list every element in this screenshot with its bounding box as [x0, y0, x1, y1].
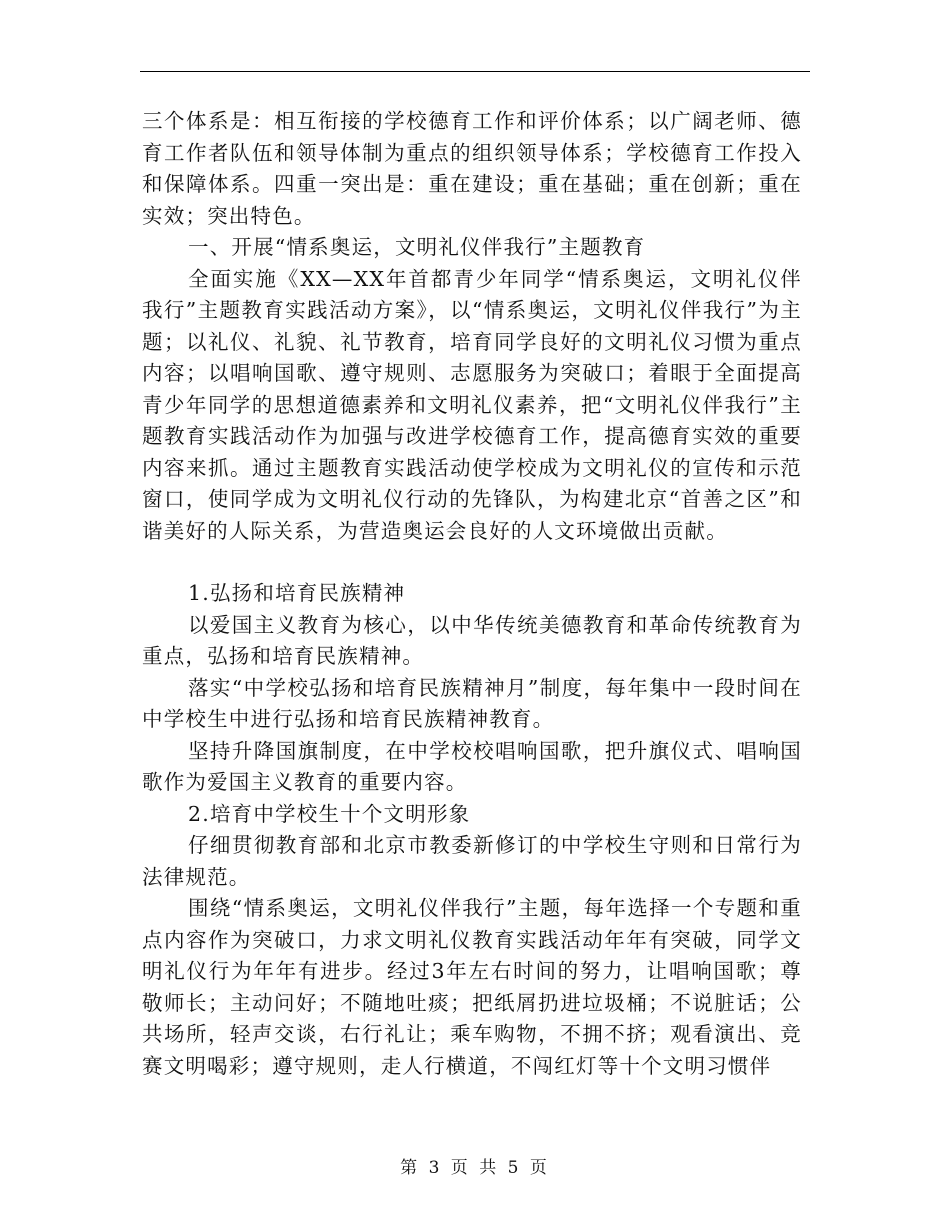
section-heading-1: 一、开展“情系奥运，文明礼仪伴我行”主题教育	[188, 235, 646, 259]
paragraph-rules: 仔细贯彻教育部和北京市教委新修订的中学校生守则和日常行为法律规范。	[142, 833, 802, 889]
paragraph-spirit-month: 落实“中学校弘扬和培育民族精神月”制度，每年集中一段时间在中学校生中进行弘扬和培育民族精神教育。	[142, 675, 802, 731]
subheading-1: 1.弘扬和培育民族精神	[188, 581, 406, 605]
paragraph-flag: 坚持升降国旗制度，在中学校校唱响国歌，把升旗仪式、唱响国歌作为爱国主义教育的重要内容。	[142, 738, 802, 794]
paragraph-patriotism: 以爱国主义教育为核心，以中华传统美德教育和革命传统教育为重点，弘扬和培育民族精神。	[142, 612, 802, 668]
paragraph-three-systems: 三个体系是：相互衔接的学校德育工作和评价体系；以广阔老师、德育工作者队伍和领导体制为重点的组织领导体系；学校德育工作投入和保障体系。四重一突出是：重在建设；重在基础；重在创新；重在实效；突出特色。	[142, 109, 802, 228]
document-body	[142, 106, 802, 1082]
header-rule	[140, 71, 810, 72]
paragraph-ten-habits: 围绕“情系奥运，文明礼仪伴我行”主题，每年选择一个专题和重点内容作为突破口，力求文明礼仪教育实践活动年年有突破，同学文明礼仪行为年年有进步。经过3年左右时间的努力，让唱响国歌；尊敬师长；主动问好；不随地吐痰；把纸屑扔进垃圾桶；不说脏话；公共场所，轻声交谈，右行礼让；乘车购物，不拥不挤；观看演出、竞赛文明喝彩；遵守规则，走人行横道，不闯红灯等十个文明习惯伴	[142, 896, 802, 1078]
subheading-2: 2.培育中学校生十个文明形象	[188, 801, 471, 826]
paragraph-implementation: 全面实施《XX—XX年首都青少年同学“情系奥运，文明礼仪伴我行”主题教育实践活动方案》，以“情系奥运，文明礼仪伴我行”为主题；以礼仪、礼貌、礼节教育，培育同学良好的文明礼仪习惯为重点内容；以唱响国歌、遵守规则、志愿服务为突破口；着眼于全面提高青少年同学的思想道德素养和文明礼仪素养，把“文明礼仪伴我行”主题教育实践活动作为加强与改进学校德育工作，提高德育实效的重要内容来抓。通过主题教育实践活动使学校成为文明礼仪的宣传和示范窗口，使同学成为文明礼仪行动的先锋队，为构建北京“首善之区”和谐美好的人际关系，为营造奥运会良好的人文环境做出贡献。	[142, 266, 802, 543]
page-number-footer: 第 3 页 共 5 页	[400, 1158, 550, 1178]
